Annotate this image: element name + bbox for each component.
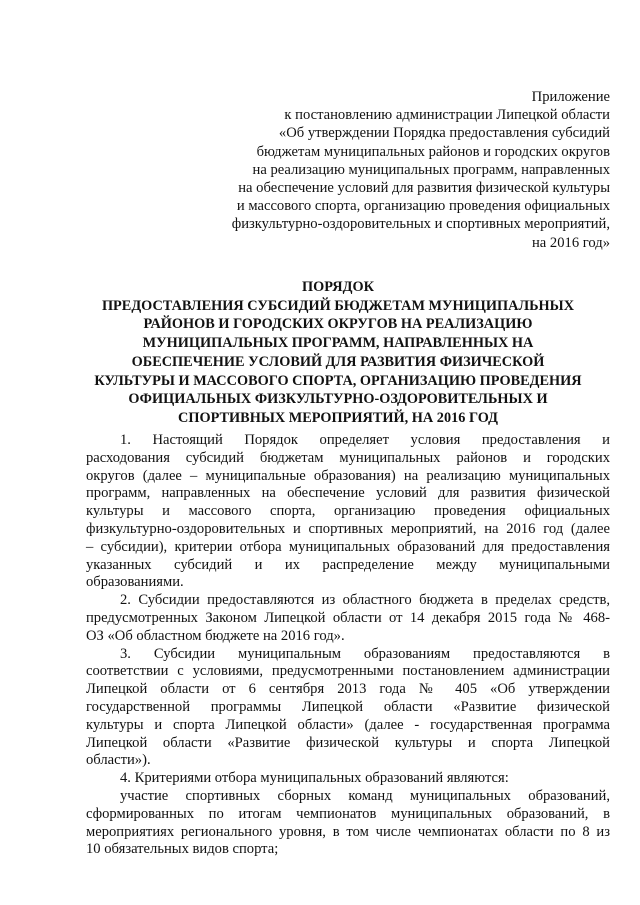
paragraph-4-line: 4. Критериями отбора муниципальных образований являются: [120, 770, 509, 787]
appendix-header [150, 88, 610, 252]
title-line: КУЛЬТУРЫ И МАССОВОГО СПОРТА, ОРГАНИЗАЦИЮ ПРОВЕДЕНИЯ [94, 372, 582, 389]
paragraph-1-line: 1. Настоящий Порядок определяет условия предоставления и [120, 432, 610, 448]
appendix-line: Приложение [531, 89, 610, 105]
paragraph-1-line: расходования субсидий бюджетам муниципальных районов и городских [86, 449, 610, 466]
paragraph-3-line: культуры и спорта Липецкой области» (далее - государственная программа [86, 716, 610, 733]
appendix-line: «Об утверждении Порядка предоставления субсидий [278, 125, 610, 142]
appendix-line: на 2016 год» [532, 234, 610, 251]
appendix-line: на реализацию муниципальных программ, направленных [252, 161, 610, 178]
paragraph-1-line: образованиями. [86, 574, 184, 591]
paragraph-3-line: 3. Субсидии муниципальным образованиям предоставляются в [120, 645, 610, 662]
paragraph-1-line: программ, направленных на обеспечение условий для развития физической [86, 485, 610, 502]
appendix-line: к постановлению администрации Липецкой области [284, 107, 610, 124]
paragraph-5-line: мероприятиях регионального уровня, в том числе чемпионатах области по 8 из [86, 823, 610, 840]
appendix-line: и массового спорта, организацию проведения официальных [236, 198, 610, 215]
title-line: СПОРТИВНЫХ МЕРОПРИЯТИЙ, НА 2016 ГОД [178, 409, 498, 426]
title-line: ПРЕДОСТАВЛЕНИЯ СУБСИДИЙ БЮДЖЕТАМ МУНИЦИПАЛЬНЫХ [101, 297, 575, 314]
title-line: ПОРЯДОК [302, 279, 374, 295]
paragraph-2-line: 2. Субсидии предоставляются из областного бюджета в пределах средств, [120, 592, 610, 609]
document-body [86, 432, 610, 859]
paragraph-1-line: физкультурно-оздоровительных и спортивных мероприятий, на 2016 год (далее [86, 520, 610, 537]
title-line: ОФИЦИАЛЬНЫХ ФИЗКУЛЬТУРНО-ОЗДОРОВИТЕЛЬНЫХ И [128, 391, 548, 408]
paragraph-1-line: указанных субсидий и их распределение между муниципальными [86, 556, 610, 573]
paragraph-2-line: ОЗ «Об областном бюджете на 2016 год». [86, 627, 345, 644]
title-line: МУНИЦИПАЛЬНЫХ ПРОГРАММ, НАПРАВЛЕННЫХ НА [142, 335, 534, 352]
appendix-line: физкультурно-оздоровительных и спортивных мероприятий, [231, 216, 610, 233]
appendix-line: бюджетам муниципальных районов и городских округов [256, 143, 610, 160]
paragraph-3-line: Липецкой области «Развитие физической культуры и спорта Липецкой [86, 734, 610, 751]
paragraph-5-line: 10 обязательных видов спорта; [86, 841, 279, 858]
paragraph-3-line: области»). [86, 752, 151, 769]
paragraph-1-line: культуры и массового спорта, организацию проведения официальных [86, 503, 610, 520]
paragraph-5-line: сформированных по итогам чемпионатов муниципальных образований, в [86, 805, 610, 822]
appendix-line: на обеспечение условий для развития физической культуры [238, 180, 610, 197]
paragraph-2-line: предусмотренных Законом Липецкой области от 14 декабря 2015 года № 468- [86, 609, 610, 626]
title-line: РАЙОНОВ И ГОРОДСКИХ ОКРУГОВ НА РЕАЛИЗАЦИЮ [143, 316, 533, 333]
document-title [68, 278, 608, 428]
paragraph-5-line: участие спортивных сборных команд муниципальных образований, [120, 787, 610, 804]
paragraph-3-line: государственной программы Липецкой области «Развитие физической [86, 698, 610, 715]
paragraph-3-line: соответствии с условиями, предусмотренными постановлением администрации [86, 663, 610, 680]
paragraph-3-line: Липецкой области от 6 сентября 2013 года № 405 «Об утверждении [86, 681, 610, 698]
paragraph-1-line: – субсидии), критерии отбора муниципальных образований для предоставления [86, 538, 610, 555]
title-line: ОБЕСПЕЧЕНИЕ УСЛОВИЙ ДЛЯ РАЗВИТИЯ ФИЗИЧЕСКОЙ [131, 353, 545, 370]
paragraph-1-line: округов (далее – муниципальные образования) на реализацию муниципальных [86, 467, 610, 484]
